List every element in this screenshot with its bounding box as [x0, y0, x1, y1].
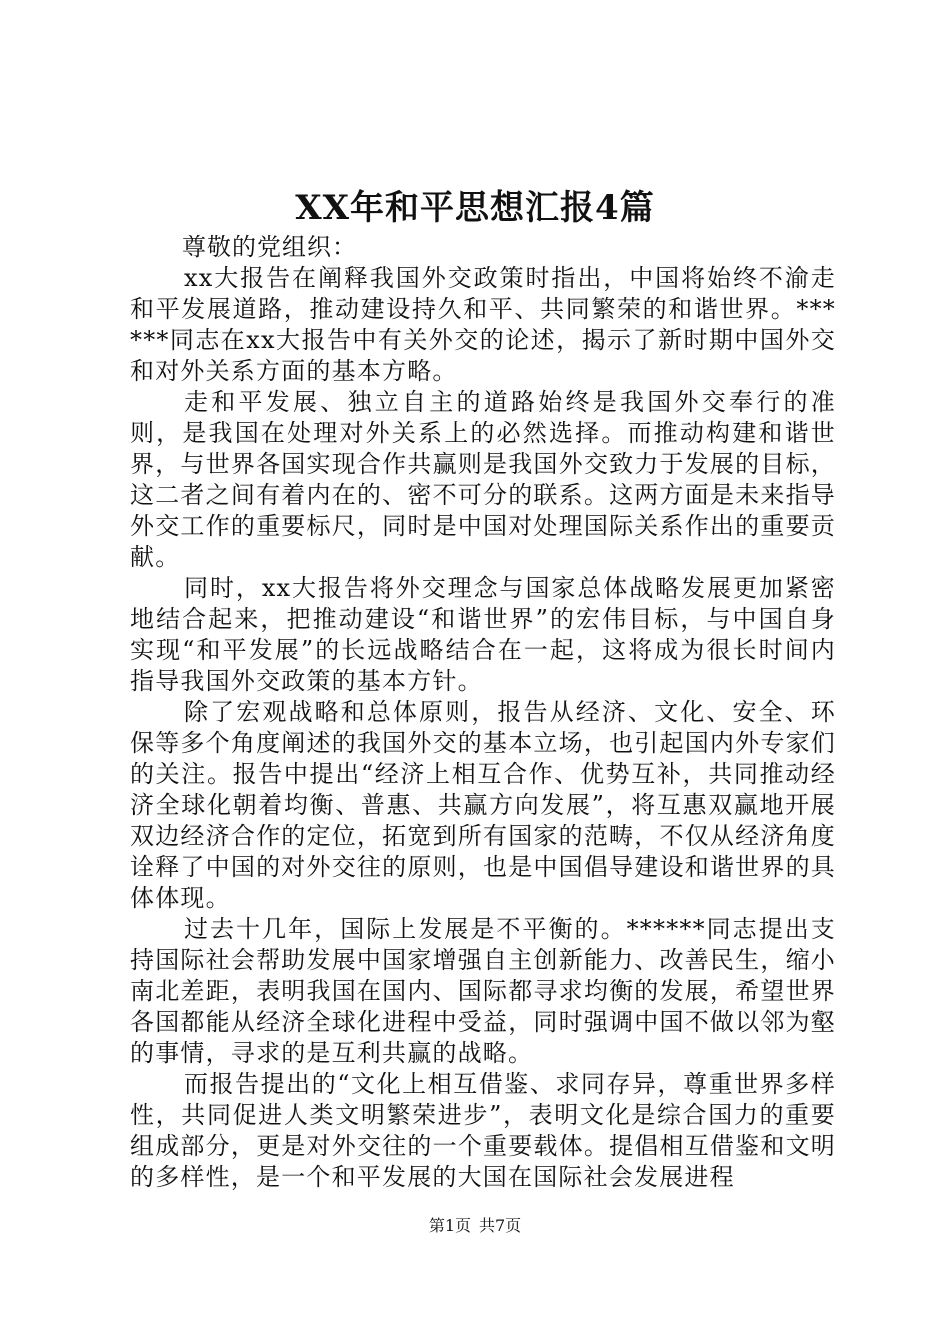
page-footer	[0, 1215, 950, 1237]
paragraph: xx大报告在阐释我国外交政策时指出，中国将始终不渝走和平发展道路，推动建设持久和平、共同繁荣的和谐世界。******同志在xx大报告中有关外交的论述，揭示了新时期中国外交和对外关系方面的基本方略。	[130, 264, 836, 385]
paragraph: 除了宏观战略和总体原则，报告从经济、文化、安全、环保等多个角度阐述的我国外交的基本立场，也引起国内外专家们的关注。报告中提出“经济上相互合作、优势互补，共同推动经济全球化朝着均衡、普惠、共赢方向发展”，将互惠双赢地开展双边经济合作的定位，拓宽到所有国家的范畴，不仅从经济角度诠释了中国的对外交往的原则，也是中国倡导建设和谐世界的具体体现。	[130, 698, 836, 912]
document-body	[130, 232, 836, 1193]
paragraph: 过去十几年，国际上发展是不平衡的。******同志提出支持国际社会帮助发展中国家增强自主创新能力、改善民生，缩小南北差距，表明我国在国内、国际都寻求均衡的发展，希望世界各国都能从经济全球化进程中受益，同时强调中国不做以邻为壑的事情，寻求的是互利共赢的战略。	[130, 915, 836, 1067]
document-title: XX年和平思想汇报4篇	[295, 188, 655, 228]
paragraph: 同时，xx大报告将外交理念与国家总体战略发展更加紧密地结合起来，把推动建设“和谐世界”的宏伟目标，与中国自身实现“和平发展”的长远战略结合在一起，这将成为很长时间内指导我国外交政策的基本方针。	[130, 574, 836, 695]
page-number: 第1页	[428, 1216, 471, 1235]
salutation: 尊敬的党组织：	[182, 233, 357, 261]
paragraph: 走和平发展、独立自主的道路始终是我国外交奉行的准则，是我国在处理对外关系上的必然选择。而推动构建和谐世界，与世界各国实现合作共赢则是我国外交致力于发展的目标，这二者之间有着内在的、密不可分的联系。这两方面是未来指导外交工作的重要标尺，同时是中国对处理国际关系作出的重要贡献。	[130, 388, 836, 571]
paragraph: 而报告提出的“文化上相互借鉴、求同存异，尊重世界多样性，共同促进人类文明繁荣进步”，表明文化是综合国力的重要组成部分，更是对外交往的一个重要载体。提倡相互借鉴和文明的多样性，是一个和平发展的大国在国际社会发展进程	[130, 1070, 836, 1191]
total-pages: 共7页	[479, 1216, 522, 1235]
